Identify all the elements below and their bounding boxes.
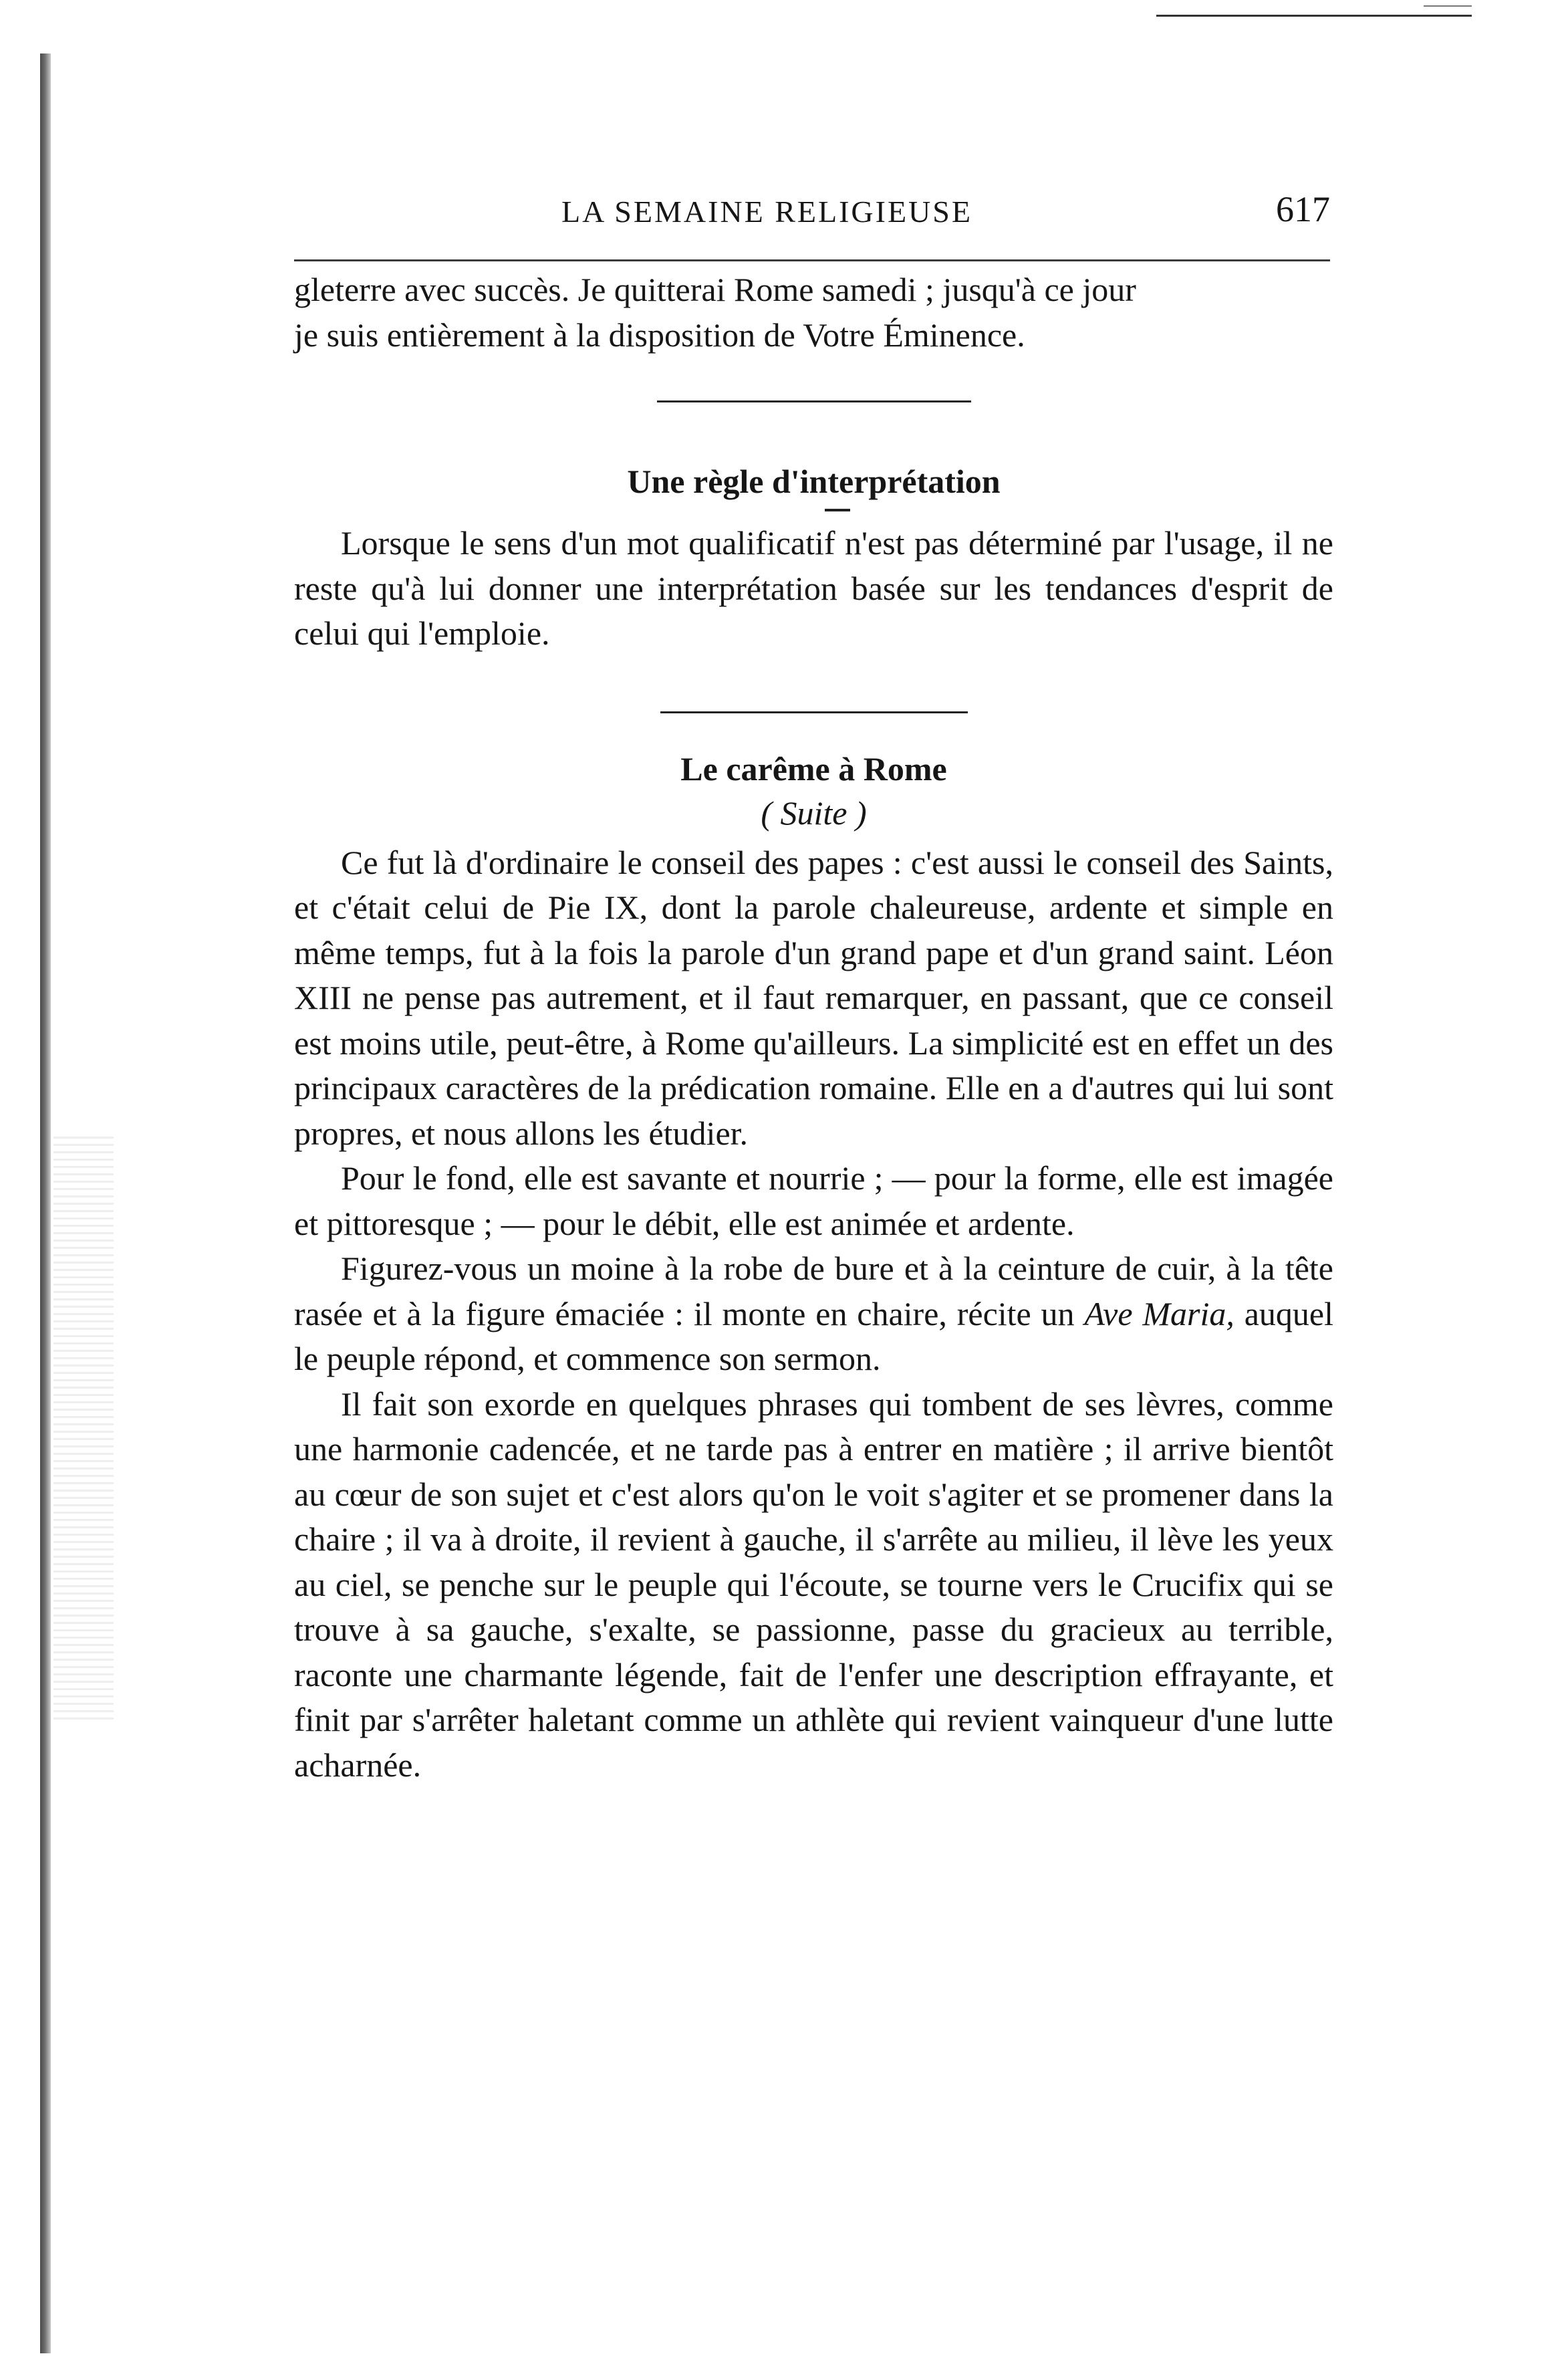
paragraph-3-text-end: auquel le peuple répond, et commence son sermon. [294,1294,1333,1377]
section-title-careme: Le carême à Rome [680,749,947,788]
title-dash [825,509,850,511]
paragraph-3-text-start: Figurez-vous un moine à la robe de bure et à la ceinture de cuir, à la tête rasée et à la figure émaciée : il monte en chaire, récite un [294,1250,1333,1332]
paragraph-3 [294,1246,1333,1382]
intro-line-2: je suis entièrement à la disposition de Votre Éminence. [294,316,1025,354]
paragraph-1: Ce fut là d'ordinaire le conseil des papes : c'est aussi le conseil des Saints, et c'était celui de Pie IX, dont la parole chaleureuse, ardente et simple en même temps, fut à la fois la parole d'un grand pape et d'un grand saint. Léon XIII ne pense pas autrement, et il faut remarquer, en passant, que ce conseil est moins utile, peut-être, à Rome qu'ailleurs. La simplicité est en effet un des principaux caractères de la prédication romaine. Elle en a d'autres qui lui sont propres, et nous allons les étudier. [294,843,1333,1152]
page-number: 617 [1276,189,1330,229]
section-subtitle: ( Suite ) [761,794,867,832]
top-margin-rule [1156,15,1472,17]
paragraph-4: Il fait son exorde en quelques phrases qui tombent de ses lèvres, comme une harmonie cadencée, et ne tarde pas à entrer en matière ; il arrive bientôt au cœur de son sujet et c'est alors qu'on le voit s'agiter et se promener dans la chaire ; il va à droite, il revient à gauche, il s'arrête au milieu, il lève les yeux au ciel, se penche sur le peuple qui l'écoute, se tourne vers le Crucifix qui se trouve à sa gauche, s'exalte, se passionne, passe du gracieux au terrible, raconte une charmante légende, fait de l'enfer une description effrayante, et finit par s'arrêter haletant comme un athlète qui revient vainqueur d'une lutte acharnée. [294,1385,1333,1784]
page-binding-edge [40,53,51,2353]
section-title-interpretation: Une règle d'interprétation [627,463,1001,500]
section1-paragraph: Lorsque le sens d'un mot qualificatif n'est pas déterminé par l'usage, il ne reste qu'à lui donner une interprétation basée sur les tendances d'esprit de celui qui l'emploie. [294,524,1333,652]
running-title: LA SEMAINE RELIGIEUSE [561,195,972,229]
intro-line-1: gleterre avec succès. Je quitterai Rome samedi ; jusqu'à ce jour [294,271,1136,308]
header-rule [294,259,1330,261]
page-edge-shadow [53,1137,114,1725]
paragraph-3-italic: Ave Maria, [1084,1294,1234,1332]
top-margin-rule-small [1424,5,1472,7]
page-header [294,189,1330,234]
page-content [294,267,1333,1788]
paragraph-2: Pour le fond, elle est savante et nourrie ; — pour la forme, elle est imagée et pittoresque ; — pour le débit, elle est animée et ardente. [294,1159,1333,1242]
